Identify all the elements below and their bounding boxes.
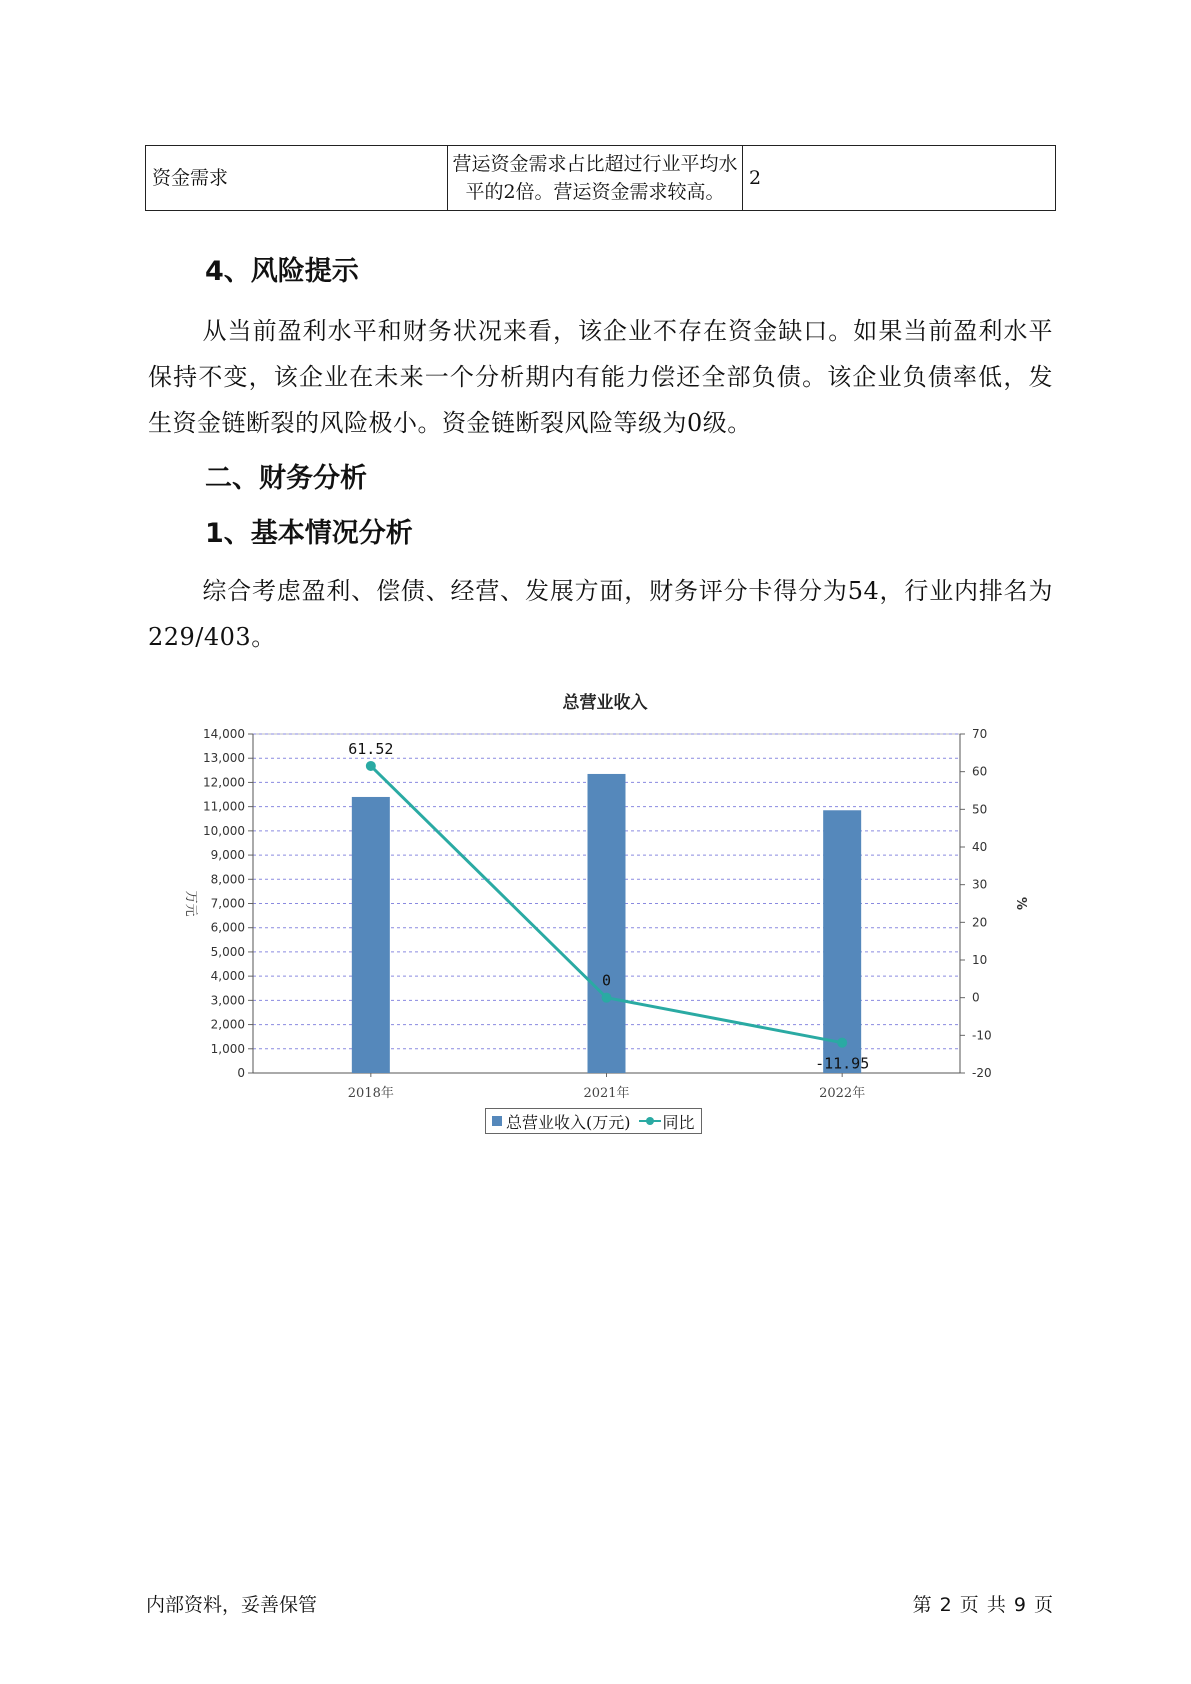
y2-tick-label: 40 xyxy=(972,840,988,854)
yoy-data-label: 0 xyxy=(601,971,612,990)
x-tick-label: 2022年 xyxy=(819,1086,866,1101)
footer-page-number: 第 2 页 共 9 页 xyxy=(912,1594,1054,1616)
y-tick-label: 6,000 xyxy=(210,920,245,935)
y-axis-title: 万元 xyxy=(183,890,198,917)
y-tick-label: 13,000 xyxy=(203,751,245,766)
yoy-data-label: -11.95 xyxy=(815,1054,870,1073)
footer-note: 内部资料，妥善保管 xyxy=(146,1594,318,1616)
chart-canvas xyxy=(165,680,1045,1150)
y2-tick-label: -20 xyxy=(972,1066,992,1080)
y-tick-label: 5,000 xyxy=(210,944,245,959)
y-tick-label: 4,000 xyxy=(210,969,245,984)
yoy-data-label: 61.52 xyxy=(348,739,394,758)
risk-table xyxy=(145,145,1056,211)
risk-paragraph-text: 从当前盈利水平和财务状况来看，该企业不存在资金缺口。如果当前盈利水平保持不变，该企业在未来一个分析期内有能力偿还全部负债。该企业负债率低，发生资金链断裂的风险极小。资金链断裂风险等级为0级。 xyxy=(148,317,1053,437)
y-tick-label: 2,000 xyxy=(210,1017,245,1032)
y-tick-label: 7,000 xyxy=(210,896,245,911)
y2-tick-label: 20 xyxy=(972,915,988,930)
x-tick-label: 2021年 xyxy=(583,1086,630,1101)
yoy-point xyxy=(602,993,612,1003)
basic-heading: 1、基本情况分析 xyxy=(205,518,413,549)
risk-heading: 4、风险提示 xyxy=(205,256,359,287)
y-tick-label: 12,000 xyxy=(203,775,245,790)
yoy-point xyxy=(837,1038,847,1048)
y2-tick-label: 10 xyxy=(972,953,988,967)
chart-title: 总营业收入 xyxy=(562,693,648,713)
table-cell-description: 营运资金需求占比超过行业平均水平的2倍。营运资金需求较高。 xyxy=(448,146,743,211)
revenue-chart xyxy=(165,680,1045,1150)
y-tick-label: 3,000 xyxy=(210,993,245,1008)
y-tick-label: 10,000 xyxy=(203,823,245,838)
basic-paragraph xyxy=(148,568,1053,660)
y2-tick-label: -10 xyxy=(972,1028,992,1043)
y-tick-label: 8,000 xyxy=(210,872,245,887)
legend-bar-label: 总营业收入(万元) xyxy=(506,1112,631,1132)
y-tick-label: 11,000 xyxy=(203,799,245,814)
yoy-point xyxy=(366,761,376,771)
y2-tick-label: 30 xyxy=(972,877,988,892)
bar xyxy=(588,774,626,1073)
table-row xyxy=(146,146,1056,211)
y2-tick-label: 60 xyxy=(972,764,988,779)
table-cell-level: 2 xyxy=(743,146,1056,211)
bar xyxy=(352,797,390,1073)
x-tick-label: 2018年 xyxy=(347,1086,394,1101)
y2-axis-title: % xyxy=(1013,896,1028,911)
y-tick-label: 1,000 xyxy=(210,1041,245,1056)
table-cell-item: 资金需求 xyxy=(146,146,448,211)
y2-tick-label: 0 xyxy=(972,990,980,1005)
y-tick-label: 9,000 xyxy=(210,848,245,863)
legend-line-swatch xyxy=(639,1116,661,1126)
finance-heading: 二、财务分析 xyxy=(205,463,367,494)
risk-paragraph xyxy=(148,308,1053,446)
chart-legend xyxy=(485,1108,702,1134)
basic-paragraph-text: 综合考虑盈利、偿债、经营、发展方面，财务评分卡得分为54，行业内排名为229/403。 xyxy=(148,577,1053,651)
bar xyxy=(823,810,861,1073)
y-tick-label: 14,000 xyxy=(203,727,245,741)
legend-bar-swatch xyxy=(492,1116,502,1126)
y2-tick-label: 50 xyxy=(972,802,988,817)
y-tick-label: 0 xyxy=(237,1066,245,1080)
legend-line-label: 同比 xyxy=(662,1112,695,1132)
y2-tick-label: 70 xyxy=(972,727,988,741)
